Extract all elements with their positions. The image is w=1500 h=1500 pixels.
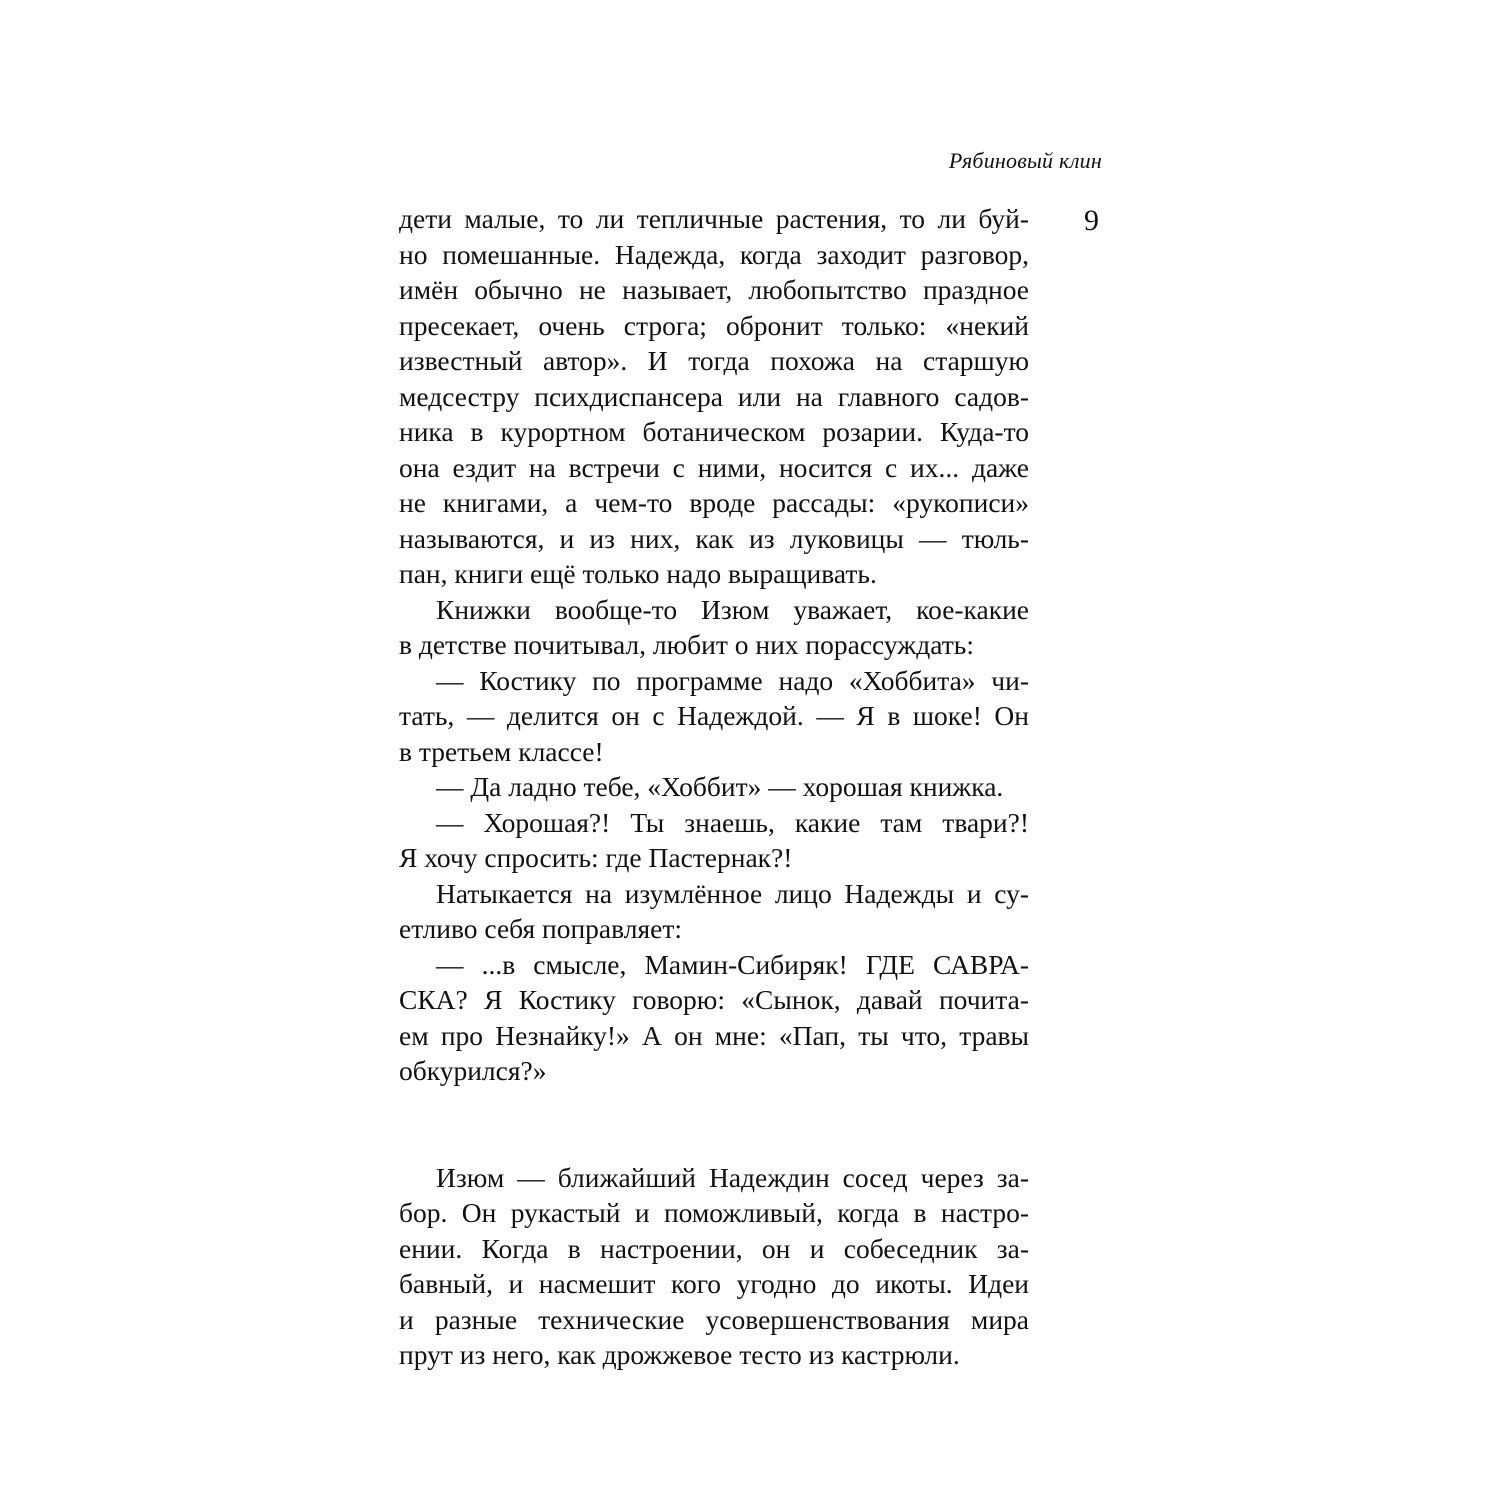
text-line: етливо себя поправляет: — [399, 913, 682, 944]
text-line: прут из него, как дрожжевое тесто из кастрюли. — [399, 1339, 960, 1370]
text-line: но помешанные. Надежда, когда заходит разговор, — [399, 238, 1029, 270]
text-line: ем про Незнайку!» А он мне: «Пап, ты что, травы — [399, 1019, 1029, 1051]
text-line: СКА? Я Костику говорю: «Сынок, давай почита- — [399, 984, 1029, 1015]
text-line: в третьем классе! — [399, 735, 604, 767]
text-line: и разные технические усовершенствования мира — [399, 1303, 1029, 1335]
text-line: тать, — делится он с Надеждой. — Я в шоке! Он — [399, 700, 1029, 731]
text-line: — Костику по программе надо «Хоббита» чи- — [436, 664, 1029, 696]
text-line: называются, и из них, как из луковицы — тюль- — [399, 522, 1029, 554]
text-line: — ...в смысле, Мамин-Сибиряк! ГДЕ САВРА- — [436, 948, 1029, 980]
text-line: в детстве почитывал, любит о них порассуждать: — [399, 629, 974, 660]
text-line: ника в курортном ботаническом розарии. Куда-то — [399, 416, 1029, 447]
text-line: пан, книги ещё только надо выращивать. — [399, 558, 877, 589]
body-text — [399, 201, 1029, 1373]
text-line: она ездит на встречи с ними, носится с их... даже — [399, 451, 1029, 483]
text-line: обкурился?» — [399, 1055, 547, 1086]
text-line: пресекает, очень строга; обронит только: «некий — [399, 309, 1029, 341]
running-head: Рябиновый клин — [948, 148, 1102, 173]
text-line: дети малые, то ли тепличные растения, то ли буй- — [399, 203, 1029, 234]
text-line: — Да ладно тебе, «Хоббит» — хорошая книжка. — [436, 771, 1004, 802]
text-line: известный автор». И тогда похожа на старшую — [399, 345, 1029, 376]
text-line: бор. Он рукастый и поможливый, когда в настро- — [399, 1197, 1029, 1228]
text-line: — Хорошая?! Ты знаешь, какие там твари?! — [436, 806, 1029, 838]
text-line: медсестру психдиспансера или на главного садов- — [399, 380, 1029, 412]
text-line: не книгами, а чем-то вроде рассады: «рукописи» — [399, 487, 1029, 518]
text-line: Книжки вообще-то Изюм уважает, кое-какие — [436, 593, 1029, 625]
section-break — [399, 1089, 1029, 1160]
page-number: 9 — [1084, 204, 1099, 237]
text-line: Натыкается на изумлённое лицо Надежды и су- — [436, 877, 1029, 909]
text-line: бавный, и насмешит кого угодно до икоты. Идеи — [399, 1268, 1029, 1299]
text-line: Я хочу спросить: где Пастернак?! — [399, 842, 793, 873]
text-line: Изюм — ближайший Надеждин сосед через за- — [436, 1161, 1029, 1193]
text-line: имён обычно не называет, любопытство праздное — [399, 274, 1029, 305]
text-line: ении. Когда в настроении, он и собеседник за- — [399, 1232, 1029, 1264]
